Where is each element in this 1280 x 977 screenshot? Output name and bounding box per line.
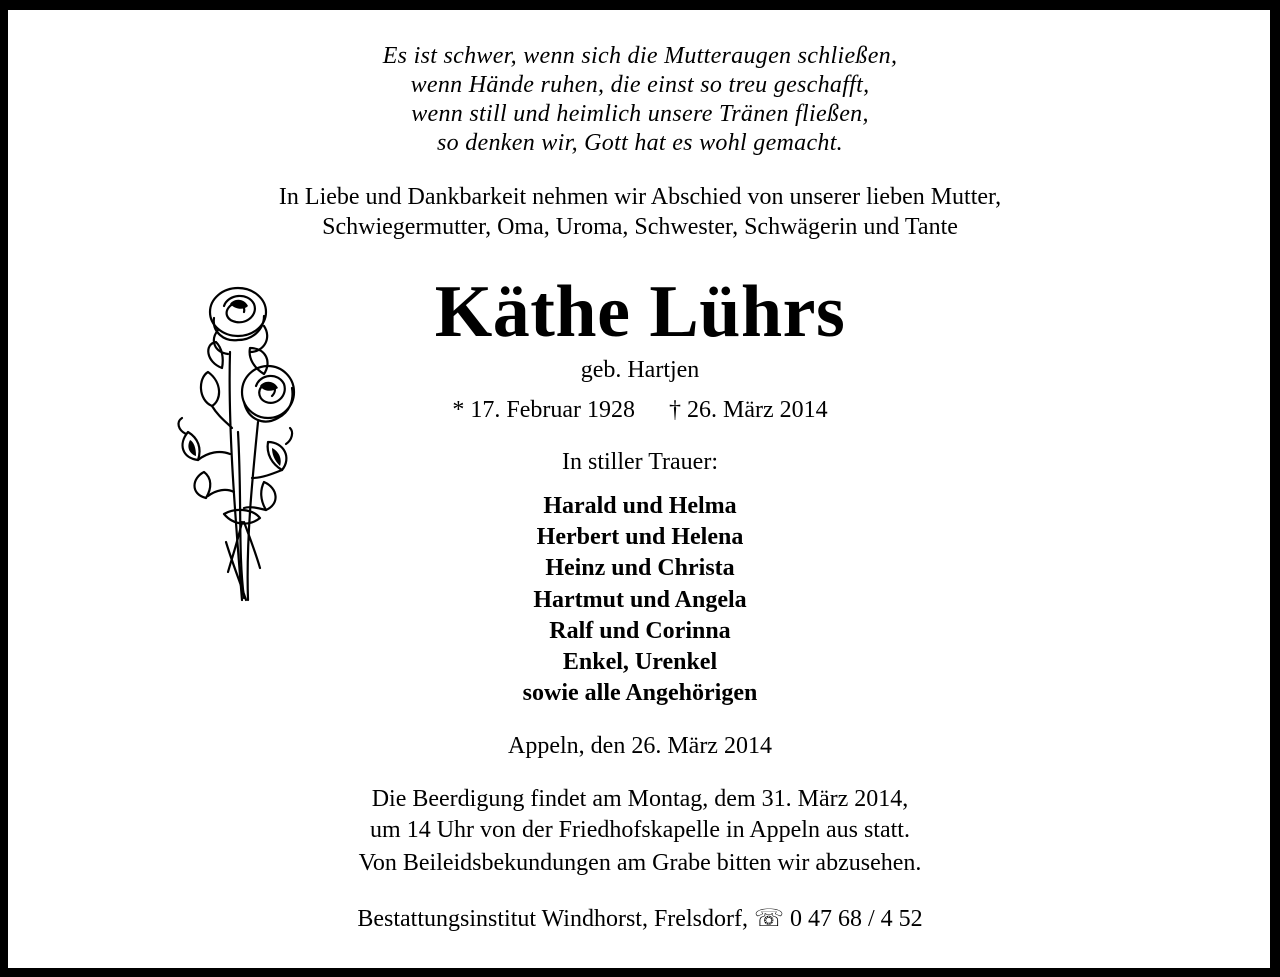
- mourner-line: Hartmut und Angela: [533, 587, 747, 613]
- birth-name: geb. Hartjen: [580, 357, 700, 383]
- intro-line-1: In Liebe und Dankbarkeit nehmen wir Abschied von unserer lieben Mutter,: [278, 184, 1002, 210]
- funeral-line-1: Die Beerdigung findet am Montag, dem 31. März 2014,: [371, 786, 909, 812]
- deceased-name: Käthe Lührs: [434, 271, 846, 353]
- birth-date: * 17. Februar 1928: [452, 397, 635, 423]
- life-dates: [0, 395, 1280, 425]
- mourner-line: Enkel, Urenkel: [562, 649, 718, 675]
- funeral-line-2: um 14 Uhr von der Friedhofskapelle in Appeln aus statt.: [370, 817, 910, 843]
- mourner-line: Harald und Helma: [543, 493, 737, 519]
- mourner-line: sowie alle Angehörigen: [522, 680, 758, 706]
- mourner-line: Ralf und Corinna: [549, 618, 731, 644]
- condolence-note: Von Beileidsbekundungen am Grabe bitten wir abzusehen.: [358, 850, 922, 876]
- funeral-home: Bestattungsinstitut Windhorst, Frelsdorf, ☏ 0 47 68 / 4 52: [357, 906, 923, 932]
- intro-line-2: Schwiegermutter, Oma, Uroma, Schwester, Schwägerin und Tante: [322, 214, 958, 240]
- poem-line-3: wenn still und heimlich unsere Tränen fließen,: [411, 101, 869, 127]
- place-date: Appeln, den 26. März 2014: [508, 733, 772, 759]
- mourner-line: Herbert und Helena: [536, 524, 744, 550]
- poem-line-4: so denken wir, Gott hat es wohl gemacht.: [437, 130, 843, 156]
- mourner-line: Heinz und Christa: [545, 555, 735, 581]
- death-date: † 26. März 2014: [669, 397, 828, 423]
- poem-line-1: Es ist schwer, wenn sich die Mutteraugen schließen,: [382, 43, 898, 69]
- mourning-label: In stiller Trauer:: [562, 449, 718, 475]
- poem-line-2: wenn Hände ruhen, die einst so treu geschafft,: [410, 72, 870, 98]
